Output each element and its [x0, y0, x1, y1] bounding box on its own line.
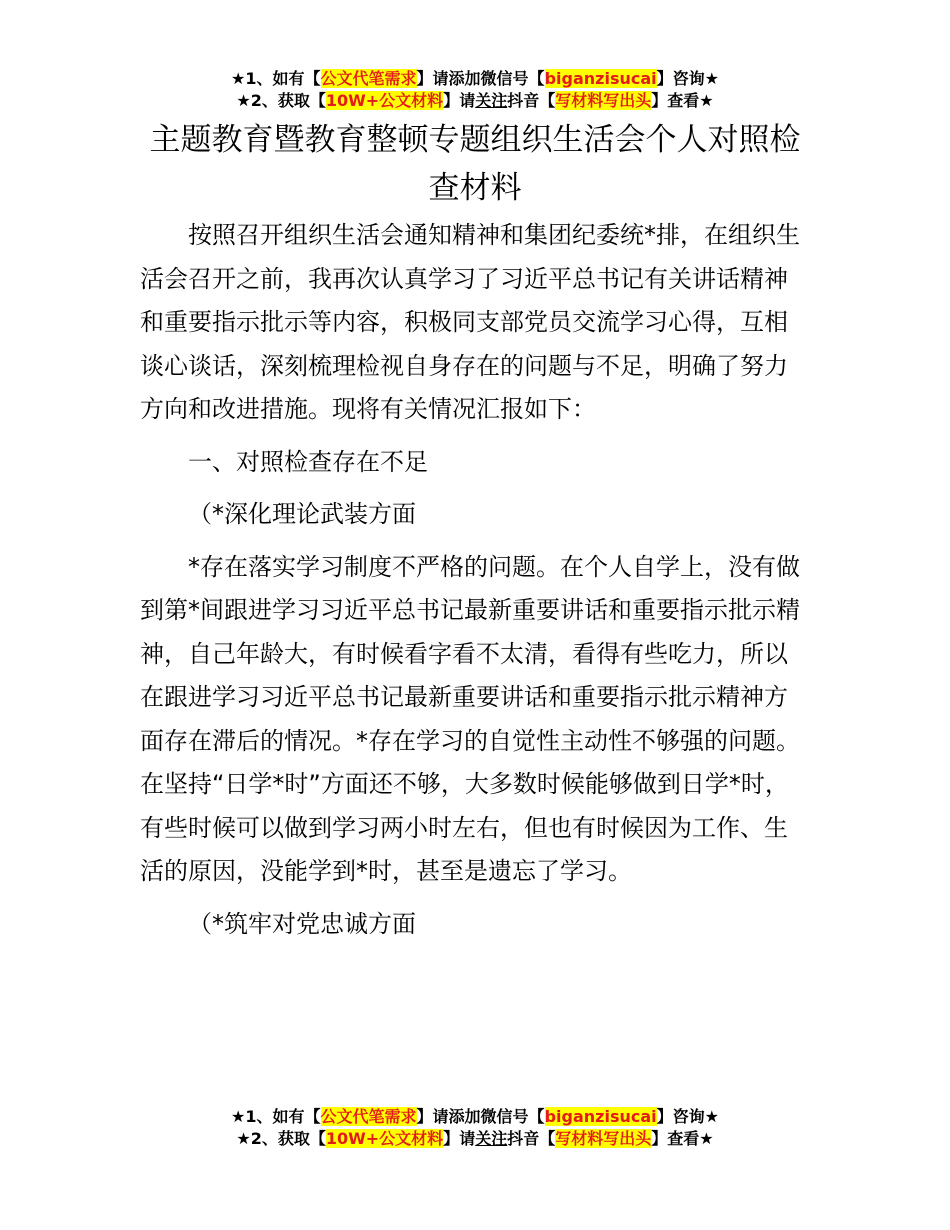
- section-heading: 一、对照检查存在不足: [188, 447, 428, 476]
- subsection-heading: （*深化理论武装方面: [188, 500, 416, 528]
- highlight-ghostwriting-service: 公文代笔需求: [320, 69, 417, 88]
- highlight-materials: 10W+公文材料: [325, 91, 444, 110]
- bracket: 】: [416, 69, 433, 88]
- bracket: 】: [443, 91, 460, 110]
- bracket: 【: [304, 1107, 321, 1126]
- banner-mid: 请: [459, 91, 476, 110]
- bracket: 】: [656, 1107, 673, 1126]
- banner-mid: 请添加微信号: [432, 1107, 529, 1126]
- document-title: 主题教育暨教育整顿专题组织生活会个人对照检查材料: [149, 122, 801, 206]
- highlight-douyin-account: 写材料写出头: [555, 1129, 652, 1148]
- banner-line-2: [0, 90, 950, 112]
- banner-mid: 请: [459, 1129, 476, 1148]
- banner-prefix: ★1、如有: [231, 1107, 305, 1126]
- bracket: 】: [656, 69, 673, 88]
- bracket: 】: [416, 1107, 433, 1126]
- document-body: [140, 214, 810, 946]
- banner-prefix: ★2、获取: [236, 91, 310, 110]
- banner-line-1: [0, 1106, 950, 1128]
- footer-banner: [0, 1106, 950, 1150]
- bracket: 【: [309, 91, 326, 110]
- bracket: 【: [304, 69, 321, 88]
- banner-prefix: ★1、如有: [231, 69, 305, 88]
- bracket: 【: [309, 1129, 326, 1148]
- banner-line-1: [0, 68, 950, 90]
- bracket: 【: [539, 1129, 556, 1148]
- highlight-wechat-id: biganzisucai: [544, 69, 657, 88]
- banner-mid: 抖音: [507, 91, 540, 110]
- highlight-ghostwriting-service: 公文代笔需求: [320, 1107, 417, 1126]
- banner-follow: 关注: [475, 1129, 508, 1148]
- banner-suffix: 查看★: [667, 91, 714, 110]
- highlight-wechat-id: biganzisucai: [544, 1107, 657, 1126]
- bracket: 【: [528, 69, 545, 88]
- banner-suffix: 咨询★: [672, 69, 719, 88]
- bracket: 】: [443, 1129, 460, 1148]
- banner-suffix: 查看★: [667, 1129, 714, 1148]
- header-banner: [0, 68, 950, 112]
- banner-follow: 关注: [475, 91, 508, 110]
- paragraph-body: *存在落实学习制度不严格的问题。在个人自学上，没有做到第*间跟进学习习近平总书记最新重要讲话和重要指示批示精神，自己年龄大，有时候看字看不太清，看得有些吃力，所以在跟进学习习近平总书记最新重要讲话和重要指示批示精神方面存在滞后的情况。*存在学习的自觉性主动性不够强的问题。在坚持“日学*时”方面还不够，大多数时候能够做到日学*时，有些时候可以做到学习两小时左右，但也有时候因为工作、生活的原因，没能学到*时，甚至是遗忘了学习。: [140, 552, 800, 885]
- subsection-heading: （*筑牢对党忠诚方面: [188, 909, 416, 938]
- banner-suffix: 咨询★: [672, 1107, 719, 1126]
- highlight-douyin-account: 写材料写出头: [555, 91, 652, 110]
- banner-mid: 请添加微信号: [432, 69, 529, 88]
- banner-line-2: [0, 1128, 950, 1150]
- bracket: 【: [539, 91, 556, 110]
- bracket: 】: [651, 91, 668, 110]
- banner-mid: 抖音: [507, 1129, 540, 1148]
- highlight-materials: 10W+公文材料: [325, 1129, 444, 1148]
- bracket: 【: [528, 1107, 545, 1126]
- banner-prefix: ★2、获取: [236, 1129, 310, 1148]
- paragraph-intro: 按照召开组织生活会通知精神和集团纪委统*排，在组织生活会召开之前，我再次认真学习了习近平总书记有关讲话精神和重要指示批示等内容，积极同支部党员交流学习心得，互相谈心谈话，深刻梳理检视自身存在的问题与不足，明确了努力方向和改进措施。现将有关情况汇报如下：: [140, 221, 800, 423]
- bracket: 】: [651, 1129, 668, 1148]
